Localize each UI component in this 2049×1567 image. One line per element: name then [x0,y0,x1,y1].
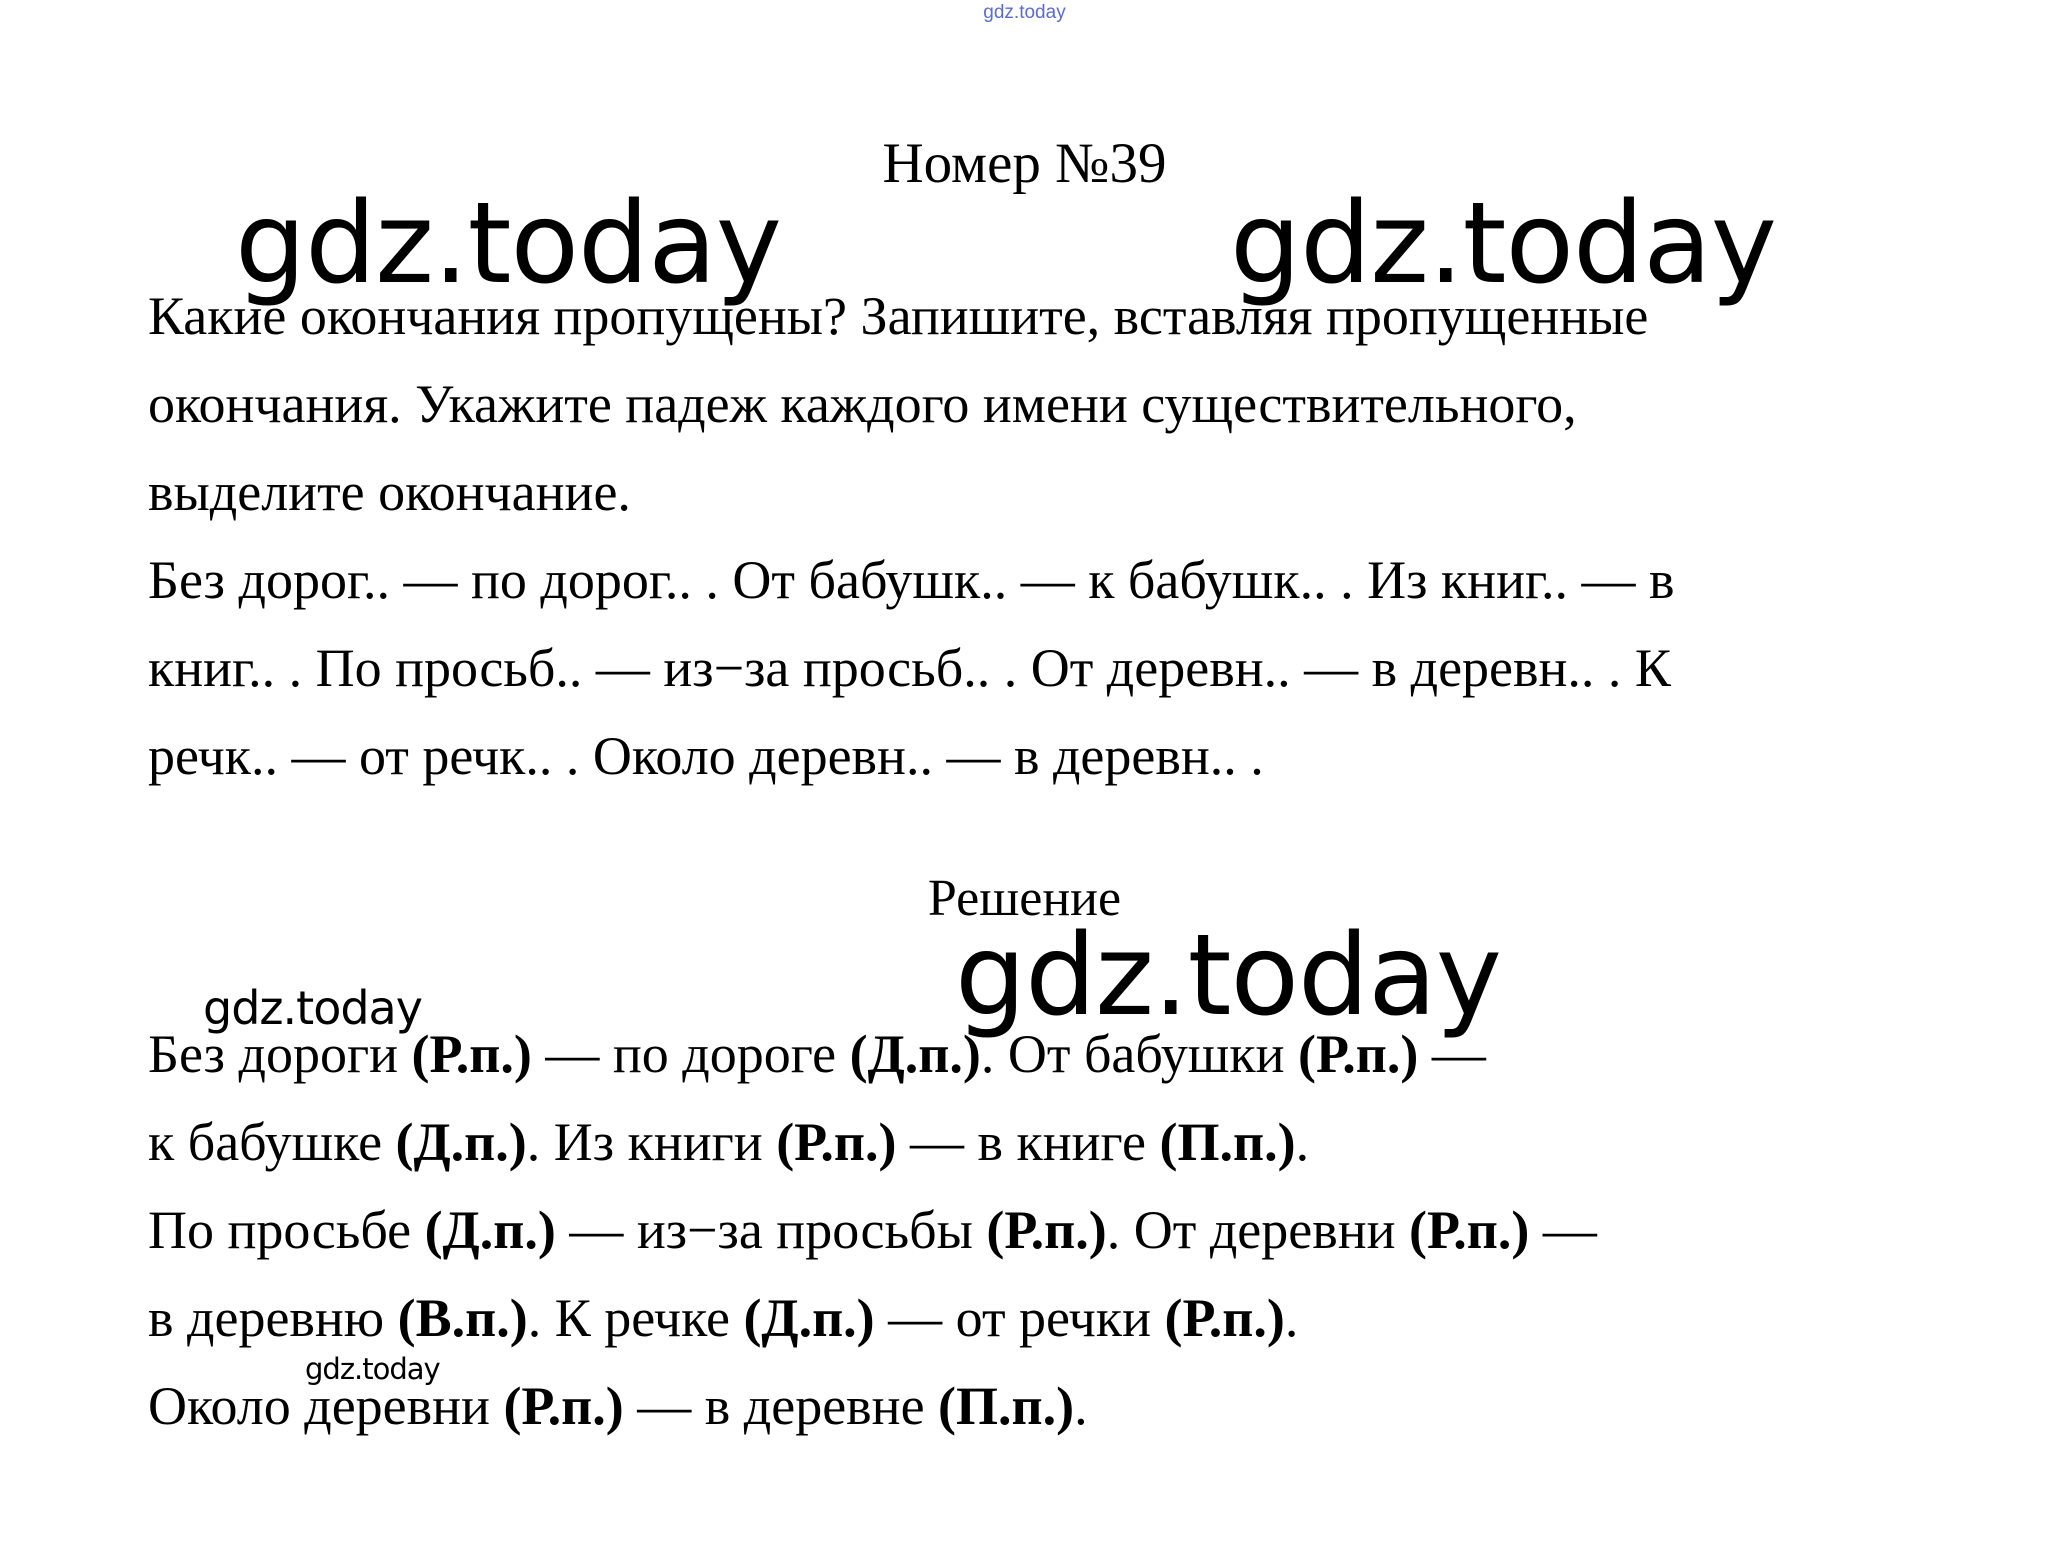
case-label: (Р.п.) [986,1200,1107,1260]
answer-line [148,1186,1988,1274]
task-line: Какие окончания пропущены? Запишите, вставляя пропущенные [148,286,1649,346]
answer-segment: — из−за просьбы [555,1200,987,1260]
case-label: (П.п.) [938,1376,1075,1436]
case-label: (Р.п.) [411,1024,532,1084]
case-label: (Р.п.) [1164,1288,1285,1348]
answer-segment: . Из книги [526,1112,777,1172]
watermark-large: gdz.today [1230,179,1777,309]
solution-heading: Решение [927,870,1122,927]
answer-line [148,1274,1988,1362]
answer-segment: — в книге [896,1112,1160,1172]
answer-segment: — [1529,1200,1597,1260]
case-label: (Р.п.) [1298,1024,1419,1084]
case-label: (Р.п.) [1409,1200,1530,1260]
case-label: (Р.п.) [776,1112,897,1172]
answer-segment: Без дороги [148,1024,412,1084]
task-text [148,272,1988,800]
answer-segment: . От бабушки [980,1024,1299,1084]
watermark-large: gdz.today [235,179,782,309]
task-line: окончания. Укажите падеж каждого имени существительного, [148,374,1577,434]
case-label: (Д.п.) [395,1112,527,1172]
answer-line [148,1010,1988,1098]
watermark-large: gdz.today [955,911,1502,1041]
answer-segment: — по дороге [531,1024,850,1084]
case-label: (Р.п.) [503,1376,624,1436]
answer-segment: — от речки [874,1288,1165,1348]
task-line: речк.. — от речк.. . Около деревн.. — в деревн.. . [148,726,1264,786]
watermark-small: gdz.today [305,1352,440,1386]
answer-segment: к бабушке [148,1112,396,1172]
case-label: (В.п.) [397,1288,528,1348]
case-label: (Д.п.) [424,1200,556,1260]
case-label: (Д.п.) [743,1288,875,1348]
answer-line [148,1362,1988,1450]
answer-segment: . [1295,1112,1310,1172]
answer-segment: — [1418,1024,1486,1084]
task-line: выделите окончание. [148,462,631,522]
answer-segment: в деревню [148,1288,398,1348]
answer-line [148,1098,1988,1186]
top-watermark: gdz.today [983,2,1066,23]
answer-segment: . От деревни [1106,1200,1410,1260]
task-line: книг.. . По просьб.. — из−за просьб.. . От деревн.. — в деревн.. . К [148,638,1671,698]
answer-segment: По просьбе [148,1200,425,1260]
answer-segment: . [1074,1376,1088,1436]
case-label: (П.п.) [1159,1112,1296,1172]
watermark-medium: gdz.today [203,981,422,1035]
answer-segment: . К речке [527,1288,744,1348]
answer-segment: — в деревне [623,1376,939,1436]
answer-text [148,1010,1988,1450]
page-title: Номер №39 [882,132,1167,195]
answer-segment: . [1284,1288,1299,1348]
task-line: Без дорог.. — по дорог.. . От бабушк.. — к бабушк.. . Из книг.. — в [148,550,1675,610]
answer-segment: Около деревни [148,1376,504,1436]
case-label: (Д.п.) [849,1024,981,1084]
